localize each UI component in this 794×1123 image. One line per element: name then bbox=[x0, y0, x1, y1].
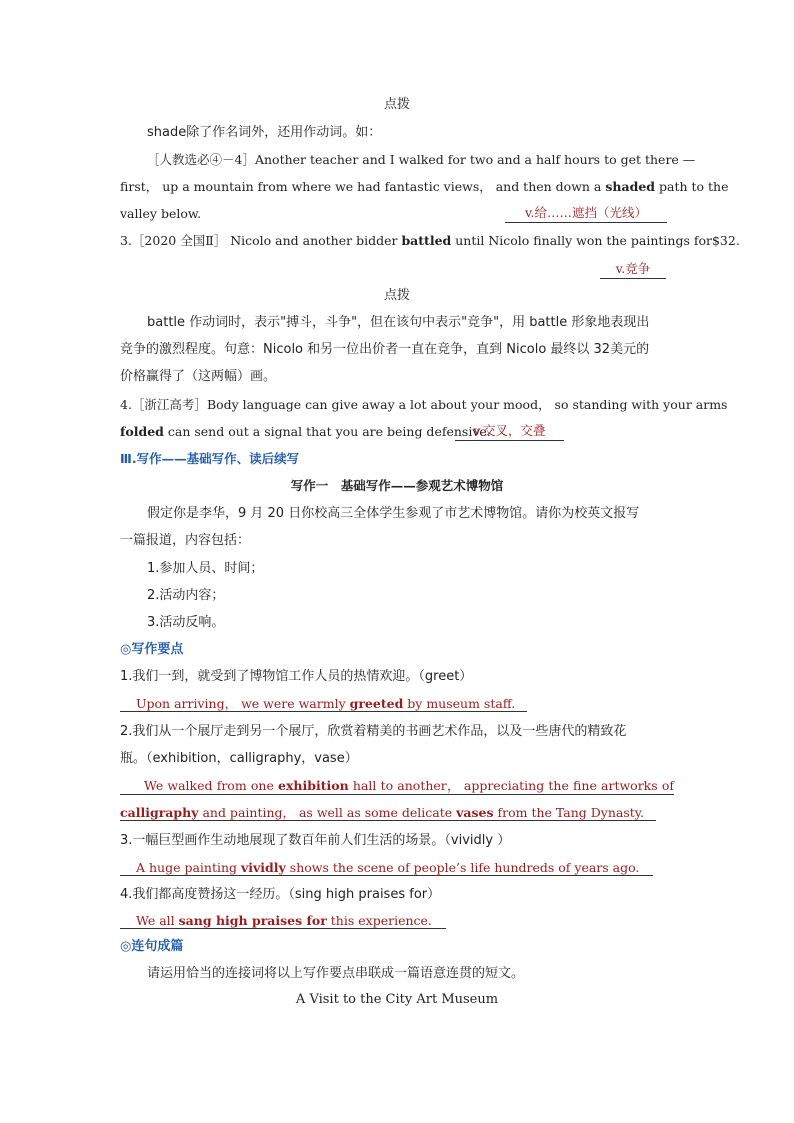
prompt-line-1: 假定你是李华，9 月 20 日你校高三全体学生参观了市艺术博物馆。请你为校英文报写 bbox=[147, 506, 640, 521]
keyword-greeted: greeted bbox=[349, 696, 404, 711]
point-4-question: 4.我们都高度赞扬这一经历。（sing high praises for） bbox=[120, 887, 441, 902]
source-tag: ［人教选必④－4］ bbox=[147, 152, 255, 167]
keyword-calligraphy: calligraphy bbox=[120, 805, 199, 820]
point-3-answer: A huge painting vividly shows the scene of people’s life hundreds of years ago. bbox=[120, 860, 653, 876]
writing-subheading: 写作一 基础写作——参观艺术博物馆 bbox=[290, 478, 504, 493]
point-1-question: 1.我们一到，就受到了博物馆工作人员的热情欢迎。（greet） bbox=[120, 669, 473, 684]
question-4: 4.［浙江高考］Body language can give away a lot about your mood， so standing with your arms bbox=[120, 397, 728, 412]
prompt-item-2: 2.活动内容； bbox=[147, 588, 225, 603]
source-tag: 4.［浙江高考］ bbox=[120, 397, 207, 412]
example-line-2: first， up a mountain from where we had fantastic views， and then down a shaded path to the bbox=[120, 179, 729, 194]
writing-heading: Ⅲ.写作——基础写作、读后续写 bbox=[120, 451, 300, 466]
example-line-3: valley below. bbox=[120, 206, 202, 221]
prompt-item-3: 3.活动反响。 bbox=[147, 615, 225, 630]
question-3: 3.［2020 全国Ⅱ］ Nicolo and another bidder battled until Nicolo finally won the paintings for$32. bbox=[120, 233, 740, 248]
point-3-question: 3.一幅巨型画作生动地展现了数百年前人们生活的场景。（vividly ） bbox=[120, 833, 511, 848]
point-1-answer: Upon arriving， we were warmly greeted by museum staff. bbox=[120, 696, 527, 712]
point-2-question-line-1: 2.我们从一个展厅走到另一个展厅，欣赏着精美的书画艺术作品，以及一些唐代的精致花 bbox=[120, 724, 627, 739]
keyword-vividly: vividly bbox=[241, 860, 286, 875]
point-2-question-line-2: 瓶。（exhibition，calligraphy，vase） bbox=[120, 751, 358, 766]
connect-heading: ◎连句成篇 bbox=[120, 939, 184, 954]
keyword-folded: folded bbox=[120, 424, 164, 439]
explanation-line-1: battle 作动词时，表示"搏斗，斗争"，但在该句中表示"竞争"，用 battle 形象地表现出 bbox=[147, 315, 650, 330]
point-2-answer-line-2: calligraphy and painting， as well as some delicate vases from the Tang Dynasty. bbox=[120, 805, 656, 821]
connect-instruction: 请运用恰当的连接词将以上写作要点串联成一篇语意连贯的短文。 bbox=[147, 966, 525, 981]
tip-title-1: 点拨 bbox=[383, 97, 410, 112]
tip-title-2: 点拨 bbox=[383, 288, 410, 303]
answer-fold: v.交叉，交叠 bbox=[455, 423, 564, 441]
question-4-line-2: folded can send out a signal that you are being defensive. bbox=[120, 424, 491, 439]
keyword-battled: battled bbox=[401, 233, 452, 248]
source-tag: 3.［2020 全国Ⅱ］ bbox=[120, 233, 227, 248]
essay-title: A Visit to the City Art Museum bbox=[295, 992, 499, 1007]
prompt-item-1: 1.参加人员、时间； bbox=[147, 561, 264, 576]
example-line-1: ［人教选必④－4］Another teacher and I walked for two and a half hours to get there — bbox=[147, 152, 696, 167]
keyword-sang-high-praises: sang high praises for bbox=[178, 913, 327, 928]
keyword-vases: vases bbox=[456, 805, 494, 820]
shade-note: shade除了作名词外，还用作动词。如： bbox=[147, 125, 382, 140]
point-2-answer-line-1: We walked from one exhibition hall to another， appreciating the fine artworks of bbox=[120, 778, 674, 795]
answer-battle: v.竞争 bbox=[600, 261, 666, 279]
explanation-line-3: 价格赢得了（这两幅）画。 bbox=[120, 369, 277, 384]
keyword-shaded: shaded bbox=[605, 179, 656, 194]
answer-shade: v.给……遮挡（光线） bbox=[505, 205, 667, 223]
points-heading: ◎写作要点 bbox=[120, 642, 184, 657]
keyword-exhibition: exhibition bbox=[278, 778, 349, 793]
point-4-answer: We all sang high praises for this experience. bbox=[120, 913, 446, 929]
prompt-line-2: 一篇报道，内容包括： bbox=[120, 533, 251, 548]
explanation-line-2: 竞争的激烈程度。句意：Nicolo 和另一位出价者一直在竞争，直到 Nicolo 最终以 32美元的 bbox=[120, 342, 650, 357]
